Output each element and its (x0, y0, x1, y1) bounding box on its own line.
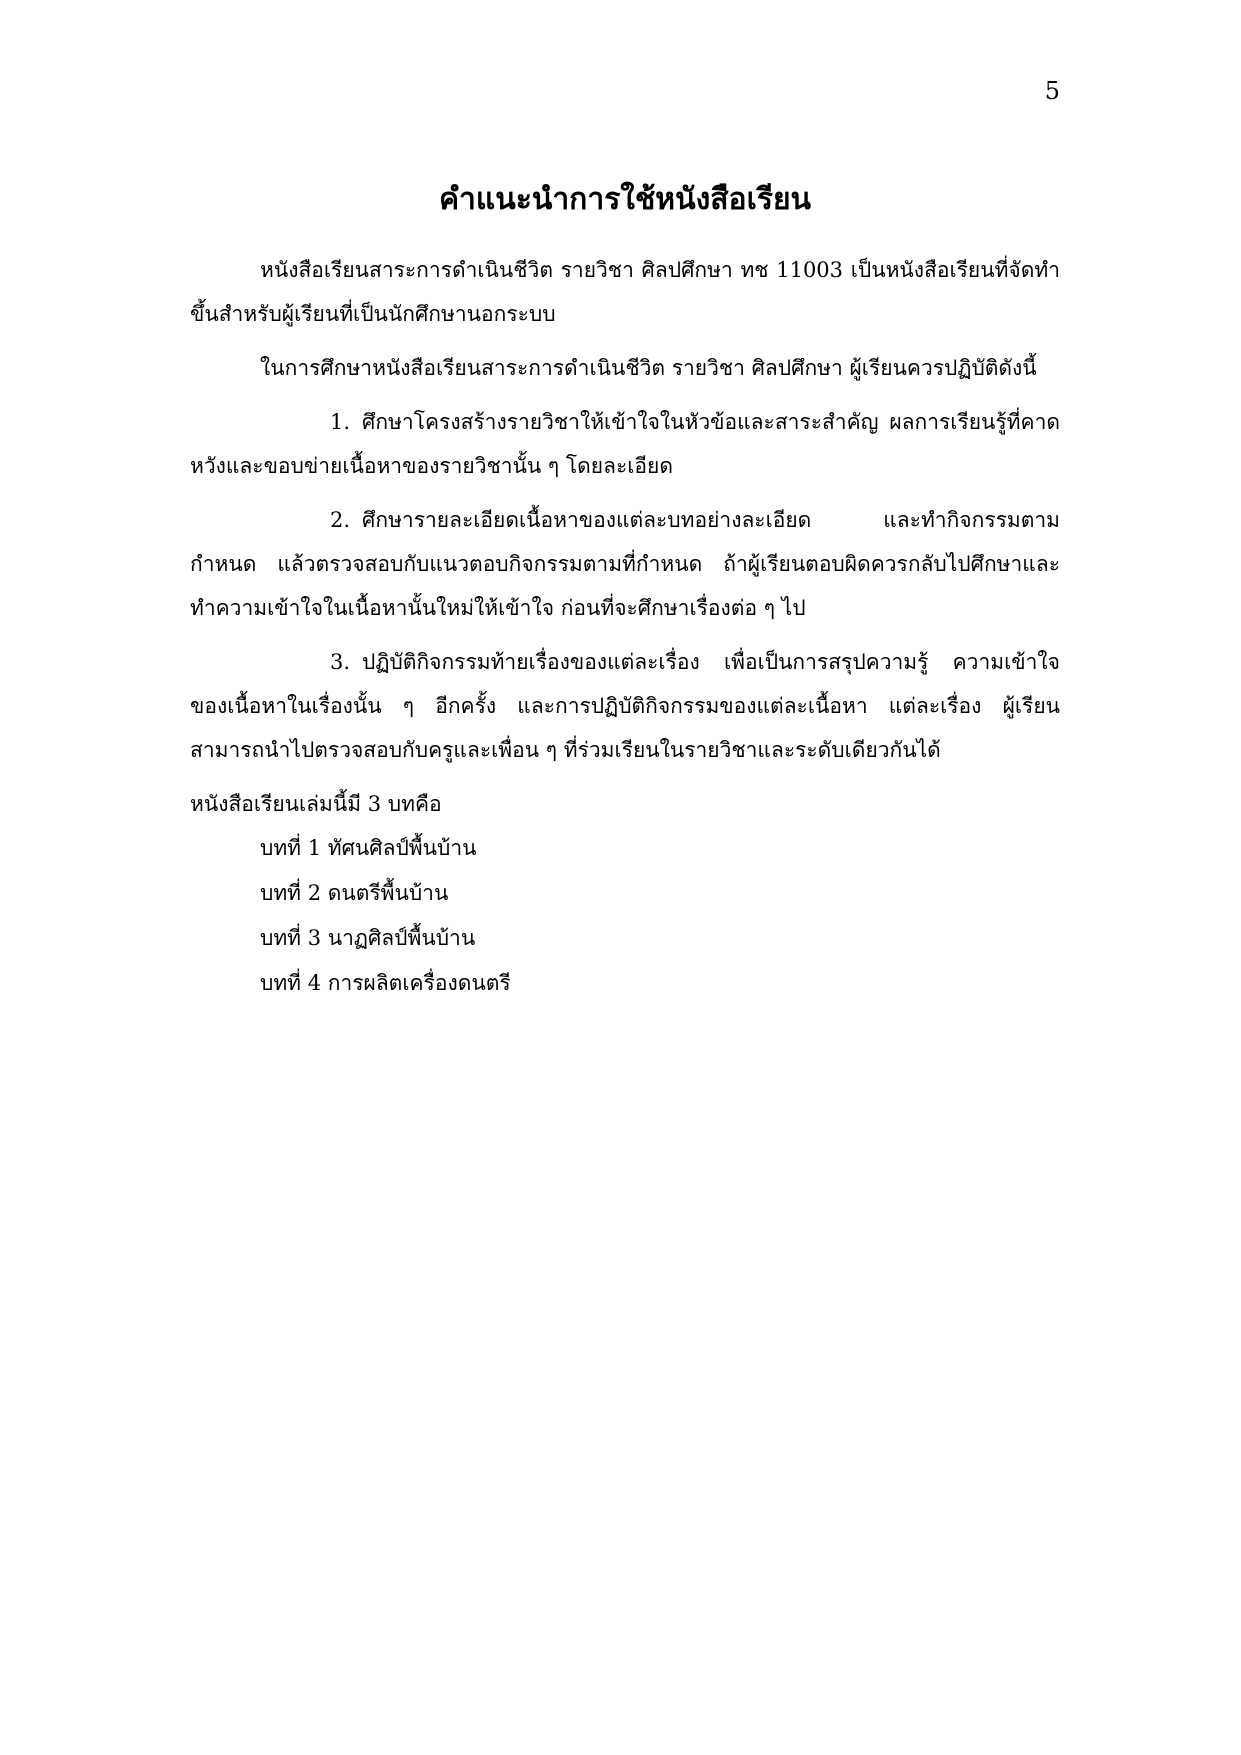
document-body (190, 248, 1060, 1006)
page-number: 5 (1044, 77, 1060, 105)
chapter-item: บทที่ 3 นาฏศิลป์พื้นบ้าน (260, 926, 476, 950)
step-number: 1. (330, 410, 351, 434)
step-item (190, 498, 1060, 630)
instruction-paragraph: ในการศึกษาหนังสือเรียนสาระการดำเนินชีวิต รายวิชา ศิลปศึกษา ผู้เรียนควรปฏิบัติดังนี้ (260, 356, 1037, 380)
step-item (190, 400, 1060, 488)
chapter-list (190, 826, 1060, 1006)
step-text: ปฏิบัติกิจกรรมท้ายเรื่องของแต่ละเรื่อง เพื่อเป็นการสรุปความรู้ ความเข้าใจของเนื้อหาในเรื่องนั้น ๆ อีกครั้ง และการปฏิบัติกิจกรรมของแต่ละเนื้อหา แต่ละเรื่อง ผู้เรียนสามารถนำไปตรวจสอบกับครูและเพื่อน ๆ ที่ร่วมเรียนในรายวิชาและระดับเดียวกันได้ (190, 650, 1060, 762)
chapter-item: บทที่ 4 การผลิตเครื่องดนตรี (260, 971, 511, 995)
intro-paragraph: หนังสือเรียนสาระการดำเนินชีวิต รายวิชา ศิลปศึกษา ทช 11003 เป็นหนังสือเรียนที่จัดทำขึ้นสำหรับผู้เรียนที่เป็นนักศึกษานอกระบบ (190, 258, 1060, 326)
chapter-summary: หนังสือเรียนเล่มนี้มี 3 บทคือ (190, 792, 442, 816)
step-number: 2. (330, 508, 351, 532)
step-number: 3. (330, 650, 351, 674)
page-title: คำแนะนำการใช้หนังสือเรียน (438, 182, 812, 218)
step-text: ศึกษารายละเอียดเนื้อหาของแต่ละบทอย่างละเอียด และทำกิจกรรมตามกำหนด แล้วตรวจสอบกับแนวตอบกิจกรรมตามที่กำหนด ถ้าผู้เรียนตอบผิดควรกลับไปศึกษาและทำความเข้าใจในเนื้อหานั้นใหม่ให้เข้าใจ ก่อนที่จะศึกษาเรื่องต่อ ๆ ไป (190, 508, 1060, 620)
chapter-item: บทที่ 2 ดนตรีพื้นบ้าน (260, 881, 449, 905)
step-text: ศึกษาโครงสร้างรายวิชาให้เข้าใจในหัวข้อและสาระสำคัญ ผลการเรียนรู้ที่คาดหวังและขอบข่ายเนื้อหาของรายวิชานั้น ๆ โดยละเอียด (190, 410, 1060, 478)
step-item (190, 640, 1060, 772)
chapter-item: บทที่ 1 ทัศนศิลป์พื้นบ้าน (260, 836, 477, 860)
